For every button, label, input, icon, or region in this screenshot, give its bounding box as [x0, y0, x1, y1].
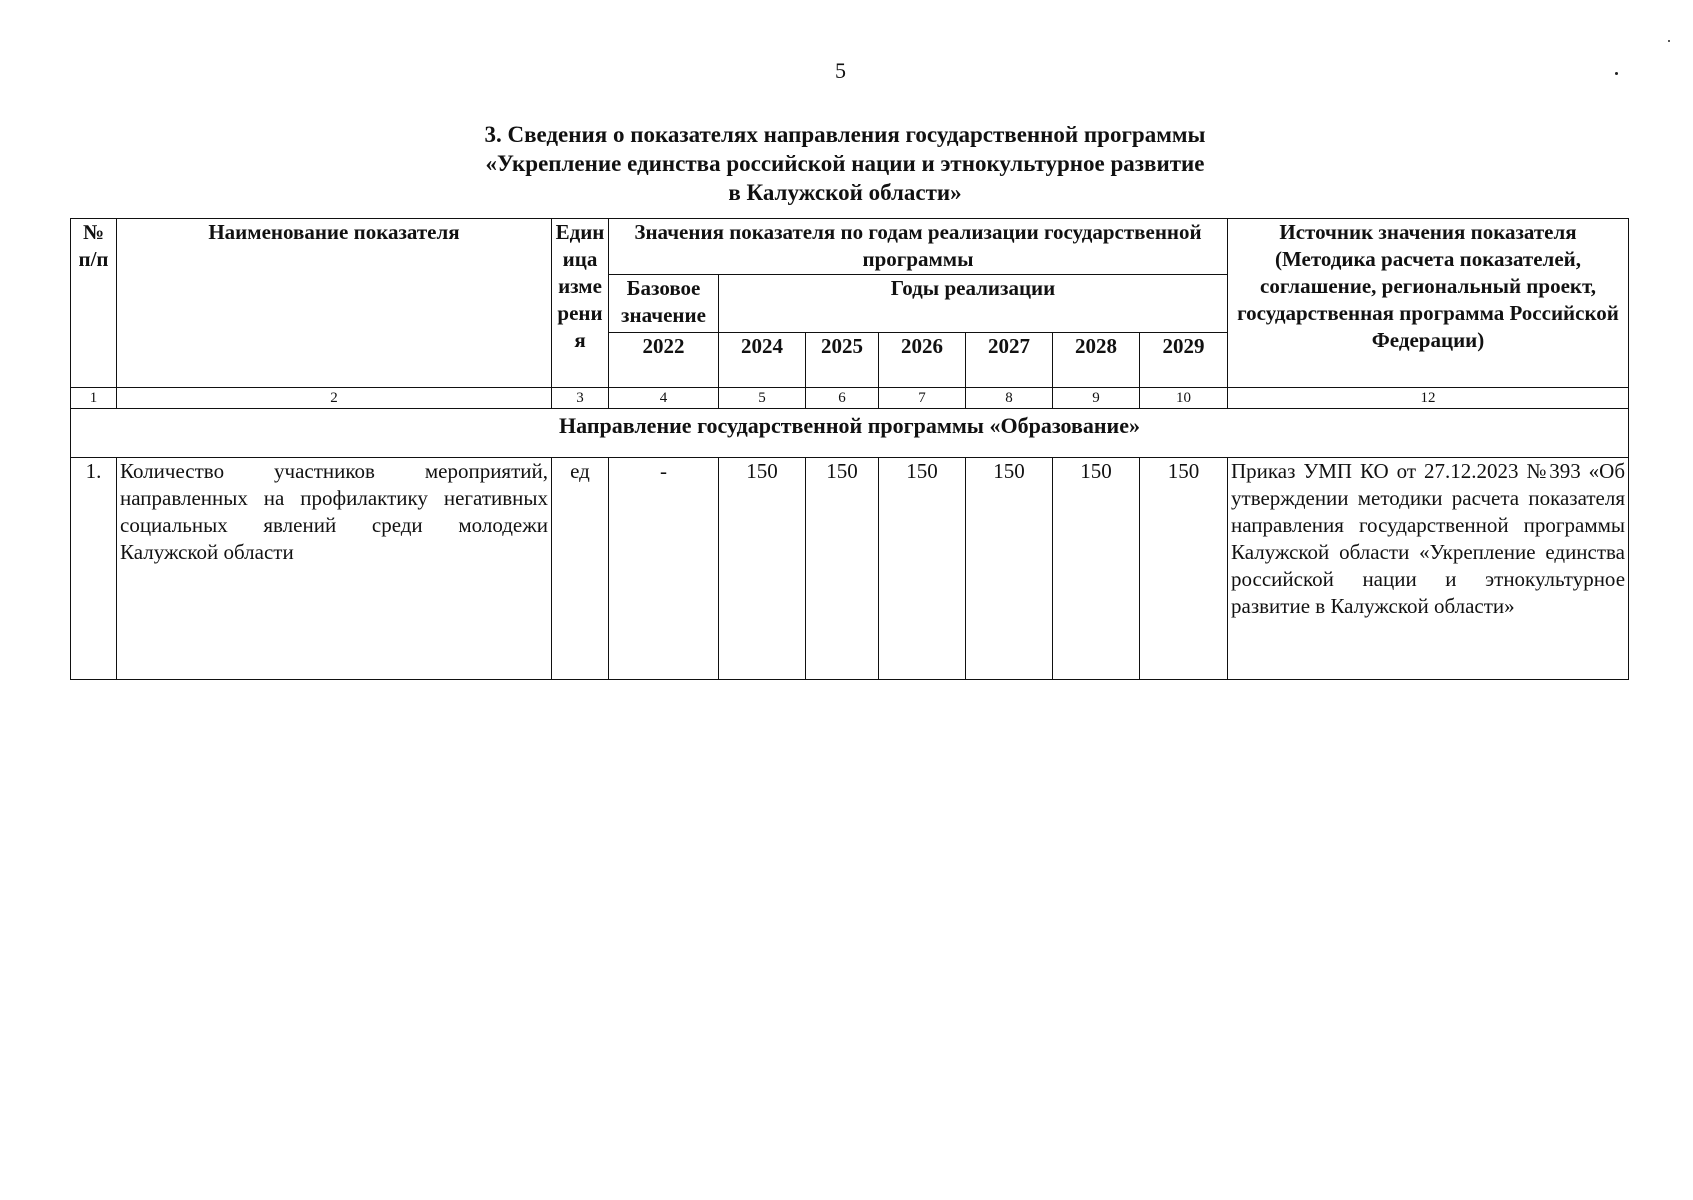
header-values-group: Значения показателя по годам реализации государственной программы	[609, 219, 1228, 275]
column-numbers-row	[71, 388, 1629, 409]
title-line-1: 3. Сведения о показателях направления государственной программы	[484, 122, 1206, 147]
title-line-2: «Укрепление единства российской нации и этнокультурное развитие	[485, 151, 1205, 176]
scan-artifact	[1668, 40, 1670, 42]
header-unit: Единица измерения	[552, 219, 609, 388]
document-title	[300, 120, 1390, 207]
header-years-group: Годы реализации	[719, 275, 1228, 333]
title-line-3: в Калужской области»	[728, 180, 962, 205]
table-row	[71, 458, 1629, 680]
row-value: 150	[879, 458, 966, 680]
header-year: 2029	[1140, 333, 1228, 388]
header-year: 2028	[1053, 333, 1140, 388]
header-year: 2026	[879, 333, 966, 388]
column-number: 3	[552, 388, 609, 409]
column-number: 5	[719, 388, 806, 409]
row-value: 150	[966, 458, 1053, 680]
header-year: 2025	[806, 333, 879, 388]
column-number: 9	[1053, 388, 1140, 409]
column-number: 8	[966, 388, 1053, 409]
row-name: Количество участников мероприятий, направленных на профилактику негативных социальных явлений среди молодежи Калужской области	[117, 458, 552, 680]
row-value: 150	[806, 458, 879, 680]
header-source: Источник значения показателя (Методика расчета показателей, соглашение, региональный проект, государственная программа Российской Федерации)	[1228, 219, 1629, 388]
section-title: Направление государственной программы «Образование»	[71, 409, 1629, 458]
column-number: 1	[71, 388, 117, 409]
scan-artifact	[1615, 72, 1618, 75]
header-num: № п/п	[71, 219, 117, 388]
column-number: 2	[117, 388, 552, 409]
header-year: 2027	[966, 333, 1053, 388]
column-number: 4	[609, 388, 719, 409]
row-base-value: -	[609, 458, 719, 680]
row-value: 150	[1053, 458, 1140, 680]
column-number: 7	[879, 388, 966, 409]
indicators-table	[70, 218, 1629, 680]
row-source: Приказ УМП КО от 27.12.2023 №393 «Об утверждении методики расчета показателя направления государственной программы Калужской области «Укрепление единства российской нации и этнокультурное развитие в Калужской области»	[1228, 458, 1629, 680]
header-base: Базовое значение	[609, 275, 719, 333]
header-year: 2024	[719, 333, 806, 388]
column-number: 6	[806, 388, 879, 409]
header-name: Наименование показателя	[117, 219, 552, 388]
page-number: 5	[835, 58, 846, 83]
column-number: 10	[1140, 388, 1228, 409]
row-unit: ед	[552, 458, 609, 680]
row-value: 150	[719, 458, 806, 680]
column-number: 12	[1228, 388, 1629, 409]
row-num: 1.	[71, 458, 117, 680]
section-row	[71, 409, 1629, 458]
row-value: 150	[1140, 458, 1228, 680]
header-base-year: 2022	[609, 333, 719, 388]
